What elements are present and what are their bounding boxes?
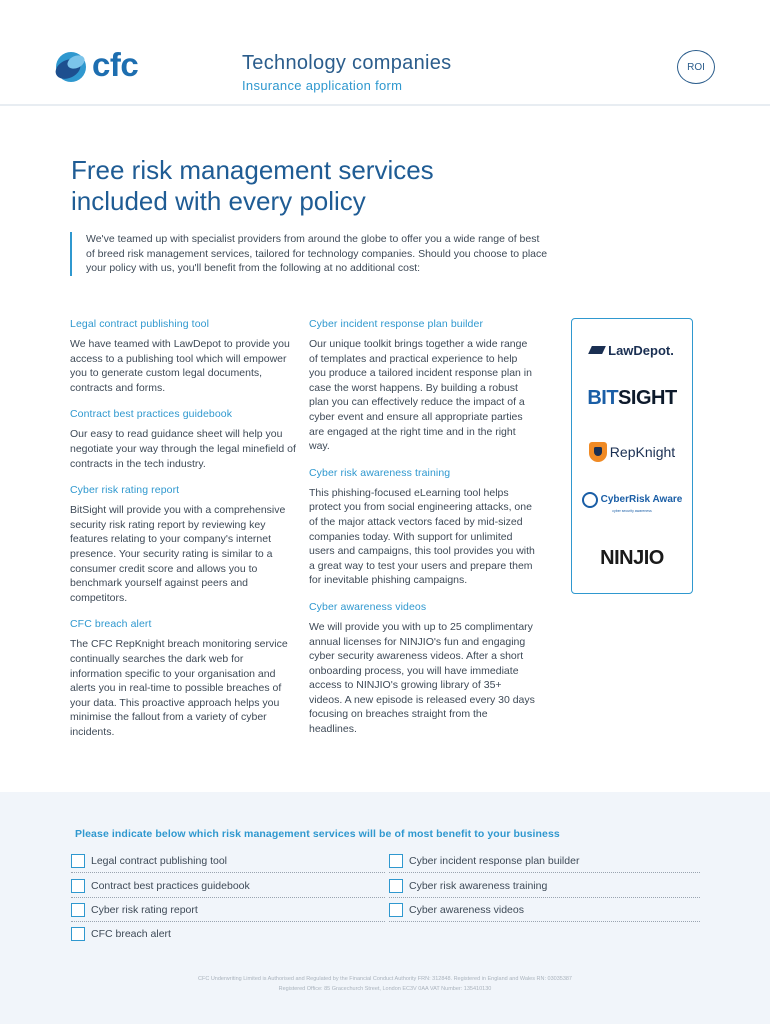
- option-label: Contract best practices guidebook: [91, 879, 250, 892]
- ninjio-logo: [572, 545, 692, 571]
- services-column-middle: [309, 318, 537, 750]
- lawdepot-text: LawDepot.: [608, 342, 674, 358]
- option-awareness-videos[interactable]: [389, 898, 700, 922]
- cyberaware-text: CyberRisk Aware: [600, 494, 683, 505]
- option-label: CFC breach alert: [91, 928, 171, 940]
- knight-shield-icon: [589, 442, 607, 462]
- page-header: [0, 0, 770, 106]
- service-contract-guidebook: [70, 408, 298, 471]
- service-body: BitSight will provide you with a comprehensive security risk rating report by reviewing key features relating to your company's internet presence. Your security rating is similar to a consumer credit score and allows you to benchmark yourself against peers and competitors.: [70, 504, 286, 604]
- checkbox[interactable]: [71, 927, 85, 941]
- service-awareness-training: [309, 467, 537, 588]
- intro-paragraph: We've teamed up with specialist providers from around the globe to offer you a wide range of best of breed risk management services, tailored for technology companies. Should you choose to place your policy with us, you'll benefit from the following at no additional cost:: [70, 232, 550, 276]
- service-body: The CFC RepKnight breach monitoring service continually searches the dark web for information specific to your organisation and alerts you in real-time to possible breaches of your data. This proactive approach helps you minimise the fallout from a variety of cyber incidents.: [70, 638, 288, 738]
- lawdepot-logo: [572, 341, 692, 359]
- service-body: Our unique toolkit brings together a wide range of templates and practical experience to help you produce a tailored incident response plan in case the worst happens. By building a robust plan you can effectively reduce the impact of a cyber event and ensure all appropriate parties are engaged at the right time and in the right way.: [309, 338, 532, 453]
- option-contract-guidebook[interactable]: [71, 874, 385, 898]
- cfc-logo-mark-icon: [54, 50, 90, 84]
- service-body: We have teamed with LawDepot to provide you access to a publishing tool which will empower you to generate custom legal documents, contracts and forms.: [70, 338, 290, 394]
- service-title: Cyber incident response plan builder: [309, 318, 484, 330]
- service-body: This phishing-focused eLearning tool helps protect you from social engineering attacks, one of the major attack vectors faced by mid-sized companies today. With support for unlimited users and campaigns, this tool provides you with a great way to test your users and prepare them for inevitable phishing campaigns.: [309, 486, 535, 587]
- service-selection-section: [0, 792, 770, 1024]
- bitsight-text-a: BIT: [587, 386, 619, 409]
- service-breach-alert: [70, 618, 298, 739]
- selection-question: Please indicate below which risk management services will be of most benefit to your business: [75, 828, 560, 840]
- headline-line-2: included with every policy: [71, 186, 366, 216]
- checkbox[interactable]: [389, 903, 403, 917]
- brain-icon: [582, 492, 598, 508]
- option-label: Legal contract publishing tool: [91, 854, 228, 867]
- cfc-logo: [54, 46, 154, 86]
- option-label: Cyber awareness videos: [409, 903, 524, 916]
- service-legal-contract: [70, 318, 298, 395]
- partner-logos-panel: [571, 318, 693, 594]
- ninjio-text: NINJIO: [600, 546, 664, 569]
- bitsight-logo: [572, 385, 692, 411]
- service-title: Cyber awareness videos: [309, 600, 427, 613]
- service-title: CFC breach alert: [70, 618, 152, 631]
- page-headline: [71, 155, 551, 217]
- service-body: Our easy to read guidance sheet will help you negotiate your way through the legal minefield of contracts in the tech industry.: [70, 428, 296, 470]
- document-subtitle: Insurance application form: [242, 78, 403, 93]
- option-legal-contract[interactable]: [71, 849, 385, 873]
- legal-footer: [0, 974, 770, 994]
- region-badge: ROI: [677, 50, 715, 84]
- service-awareness-videos: [309, 601, 537, 737]
- service-risk-rating: [70, 484, 298, 605]
- option-incident-response[interactable]: [389, 849, 700, 873]
- repknight-logo: [572, 439, 692, 465]
- checkbox[interactable]: [389, 854, 403, 868]
- service-body: We will provide you with up to 25 complimentary annual licenses for NINJIO's fun and engaging cyber security awareness videos. After a short onboarding process, you will have immediate access to NINJIO's growing library of 35+ videos. A new episode is released every 30 days focusing on breaches straight from the headlines.: [309, 620, 535, 736]
- option-label: Cyber risk awareness training: [409, 879, 548, 892]
- option-breach-alert[interactable]: [71, 922, 385, 946]
- option-risk-rating[interactable]: [71, 898, 385, 922]
- option-label: Cyber risk rating report: [91, 903, 198, 916]
- checkbox[interactable]: [71, 879, 85, 893]
- footer-line-2: Registered Office: 85 Gracechurch Street, London EC3V 0AA VAT Number: 135410130: [278, 986, 492, 992]
- lawdepot-mark-icon: [588, 346, 606, 354]
- service-title: Contract best practices guidebook: [70, 408, 233, 421]
- cyberaware-tagline: cyber security awareness: [612, 508, 652, 513]
- service-title: Cyber risk rating report: [70, 484, 180, 497]
- checkbox[interactable]: [71, 903, 85, 917]
- cyberriskaware-logo: [572, 489, 692, 515]
- document-title: Technology companies: [242, 52, 452, 74]
- checkbox[interactable]: [71, 854, 85, 868]
- footer-line-1: CFC Underwriting Limited is Authorised and Regulated by the Financial Conduct Authority FRN: 312848. Registered in England and Wales RN: 03035387: [197, 976, 572, 982]
- service-title: Legal contract publishing tool: [70, 318, 210, 330]
- option-awareness-training[interactable]: [389, 874, 700, 898]
- checkbox[interactable]: [389, 879, 403, 893]
- services-column-left: [70, 318, 298, 752]
- option-label: Cyber incident response plan builder: [409, 854, 580, 867]
- logo-text: cfc: [92, 46, 139, 83]
- bitsight-text-b: SIGHT: [618, 386, 677, 409]
- service-incident-response: [309, 318, 537, 454]
- service-title: Cyber risk awareness training: [309, 466, 451, 479]
- headline-line-1: Free risk management services: [71, 155, 434, 185]
- repknight-text: RepKnight: [609, 444, 676, 460]
